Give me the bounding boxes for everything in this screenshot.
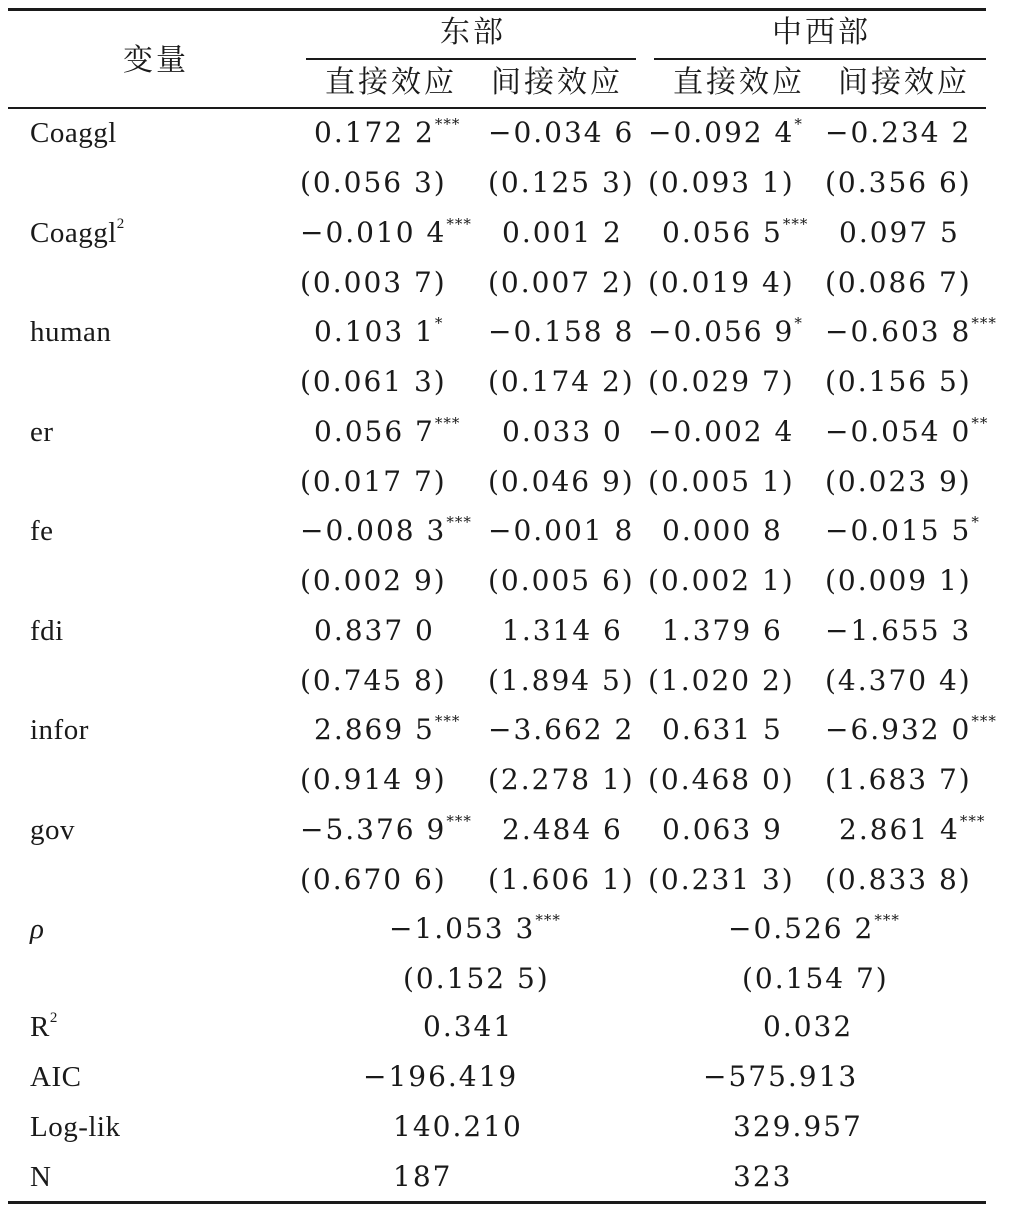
coefficient-value: 0.033 0 <box>502 414 623 448</box>
variable-label: R <box>30 1011 50 1043</box>
std-error-cell: (0.174 2) <box>488 365 635 398</box>
label-superscript: 2 <box>49 1010 58 1026</box>
coefficient-value: 2.861 4 <box>839 812 960 846</box>
significance-stars: ** <box>971 413 989 432</box>
std-error-cell: (0.002 9) <box>300 564 447 597</box>
coefficient-cell <box>648 315 803 349</box>
rho-std-error-cell: (0.152 5) <box>403 962 550 995</box>
std-error-cell: (0.005 6) <box>488 564 635 597</box>
significance-stars: * <box>794 115 803 133</box>
significance-stars: *** <box>446 811 472 830</box>
coefficient-cell <box>662 514 783 548</box>
coefficient-cell <box>825 116 971 150</box>
stat-value: 187 <box>393 1160 453 1193</box>
coefficient-cell <box>502 216 623 250</box>
coefficient-cell <box>648 116 803 150</box>
std-error-cell: (0.468 0) <box>648 763 795 796</box>
variable-label: human <box>30 316 112 348</box>
std-error-cell: (0.029 7) <box>648 365 795 398</box>
std-error-cell: (0.017 7) <box>300 464 447 498</box>
coefficient-cell <box>314 614 435 648</box>
stat-value: 0.341 <box>423 1010 514 1043</box>
significance-stars: *** <box>782 214 809 233</box>
significance-stars: *** <box>535 911 561 929</box>
coefficient-cell <box>662 216 808 250</box>
coefficient-value: 0.056 7 <box>314 414 435 448</box>
stat-value: 323 <box>733 1160 793 1193</box>
rho-std-error-cell: (0.154 7) <box>742 962 889 995</box>
coefficient-value: 1.314 6 <box>502 613 623 647</box>
std-error-cell: (0.156 5) <box>825 365 972 398</box>
coefficient-value: 0.001 2 <box>502 215 623 249</box>
coefficient-value: 2.869 5 <box>314 713 435 746</box>
coefficient-value: 1.379 6 <box>662 613 783 647</box>
coefficient-cell <box>314 315 443 349</box>
coefficient-cell <box>300 216 472 250</box>
significance-stars: *** <box>434 115 461 133</box>
subheader-indirect-central-west: 间接效应 <box>838 65 970 100</box>
coefficient-value: −0.015 5 <box>825 514 972 547</box>
variable-label: fe <box>30 515 54 547</box>
subheader-direct-central-west: 直接效应 <box>673 65 805 100</box>
variable-label: fdi <box>30 614 64 647</box>
coefficient-value: −0.054 0 <box>825 414 972 448</box>
row-label <box>30 216 125 250</box>
coefficient-value: −0.234 2 <box>825 116 972 149</box>
header-rule <box>8 107 986 109</box>
label-superscript: 2 <box>116 215 125 232</box>
row-label <box>30 514 54 548</box>
std-error-cell: (0.003 7) <box>300 265 447 299</box>
coefficient-cell <box>662 813 783 847</box>
stat-value: 329.957 <box>733 1110 863 1143</box>
std-error-cell: (1.683 7) <box>825 763 972 796</box>
variable-label: N <box>30 1161 52 1193</box>
std-error-cell: (0.914 9) <box>300 763 447 796</box>
coefficient-value: 0.103 1 <box>314 315 435 348</box>
coefficient-value: −0.158 8 <box>488 315 635 348</box>
coefficient-cell <box>825 713 997 747</box>
variable-label: AIC <box>30 1061 82 1093</box>
row-label <box>30 614 64 648</box>
coefficient-value: −1.053 3 <box>389 912 536 945</box>
coefficient-value: −0.056 9 <box>648 315 795 348</box>
std-error-cell: (0.125 3) <box>488 166 635 199</box>
coefficient-value: 0.056 5 <box>662 215 783 249</box>
coefficient-value: 0.000 8 <box>662 514 783 547</box>
coefficient-cell <box>502 813 623 847</box>
significance-stars: *** <box>971 314 997 332</box>
subheader-indirect-east: 间接效应 <box>491 65 623 100</box>
stat-value: −575.913 <box>703 1060 859 1093</box>
coefficient-cell <box>825 614 971 648</box>
row-label <box>30 415 54 449</box>
coefficient-value: 0.063 9 <box>662 812 783 846</box>
std-error-cell: (0.231 3) <box>648 862 795 896</box>
stat-label <box>30 1110 121 1144</box>
coefficient-cell <box>839 813 985 847</box>
std-error-cell: (0.356 6) <box>825 166 972 199</box>
significance-stars: *** <box>434 413 461 432</box>
std-error-cell: (0.007 2) <box>488 265 635 299</box>
std-error-cell: (0.670 6) <box>300 862 447 896</box>
stat-label <box>30 1060 81 1094</box>
row-label <box>30 116 117 150</box>
coefficient-value: −0.010 4 <box>300 215 447 249</box>
subheader-direct-east: 直接效应 <box>325 65 457 100</box>
coefficient-cell <box>648 415 794 449</box>
rho-label: ρ <box>30 913 45 945</box>
coefficient-value: −0.526 2 <box>728 912 875 945</box>
bottom-rule <box>8 1201 986 1204</box>
coefficient-value: −6.932 0 <box>825 713 972 746</box>
coefficient-value: 2.484 6 <box>502 812 623 846</box>
variable-label: Log-lik <box>30 1111 121 1143</box>
stat-value: 0.032 <box>763 1010 854 1043</box>
significance-stars: * <box>434 314 444 332</box>
group-rule-east <box>306 58 636 60</box>
std-error-cell: (0.002 1) <box>648 564 795 597</box>
std-error-cell: (0.061 3) <box>300 365 447 398</box>
coefficient-value: 0.097 5 <box>839 215 960 249</box>
coefficient-cell <box>502 614 623 648</box>
group-header-east: 东部 <box>440 15 506 50</box>
coefficient-value: −3.662 2 <box>488 713 635 746</box>
coefficient-cell <box>488 514 634 548</box>
std-error-cell: (0.005 1) <box>648 464 795 498</box>
coefficient-cell <box>314 713 460 747</box>
std-error-cell: (0.056 3) <box>300 166 447 199</box>
coefficient-value: −1.655 3 <box>825 613 972 647</box>
coefficient-cell <box>825 315 997 349</box>
significance-stars: *** <box>434 712 461 730</box>
coefficient-cell <box>314 415 460 449</box>
coefficient-value: 0.631 5 <box>662 713 783 746</box>
std-error-cell: (0.833 8) <box>825 862 972 896</box>
stat-label <box>30 1010 58 1044</box>
std-error-cell: (4.370 4) <box>825 663 972 697</box>
coefficient-cell <box>300 813 472 847</box>
coefficient-cell <box>488 713 634 747</box>
row-label <box>30 713 89 747</box>
std-error-cell: (1.606 1) <box>488 862 635 896</box>
row-label <box>30 813 75 847</box>
variable-label: infor <box>30 714 89 746</box>
coefficient-value: −0.092 4 <box>648 116 795 149</box>
coefficient-value: 0.172 2 <box>314 116 435 149</box>
stat-label <box>30 1160 51 1194</box>
std-error-cell: (1.020 2) <box>648 663 795 697</box>
coefficient-cell <box>488 116 634 150</box>
std-error-cell: (0.093 1) <box>648 166 795 199</box>
coefficient-cell <box>300 514 472 548</box>
group-header-central-west: 中西部 <box>772 15 871 50</box>
std-error-cell: (0.086 7) <box>825 265 972 299</box>
significance-stars: *** <box>446 214 472 233</box>
coefficient-value: −0.603 8 <box>825 315 972 348</box>
coefficient-cell <box>839 216 960 250</box>
coefficient-value: −0.002 4 <box>648 414 795 448</box>
coefficient-cell <box>825 514 980 548</box>
coefficient-value: 0.837 0 <box>314 613 435 647</box>
coefficient-cell <box>314 116 460 150</box>
variable-label: gov <box>30 813 75 846</box>
variable-label: er <box>30 415 54 448</box>
row-label <box>30 315 111 349</box>
coefficient-cell <box>502 415 623 449</box>
coefficient-cell <box>825 415 988 449</box>
stat-value: 140.210 <box>393 1110 523 1143</box>
rho-coefficient-cell <box>728 912 900 946</box>
std-error-cell: (0.023 9) <box>825 464 972 498</box>
significance-stars: *** <box>959 811 986 830</box>
top-rule <box>8 8 986 11</box>
coefficient-value: −0.001 8 <box>488 514 635 547</box>
significance-stars: * <box>794 314 803 332</box>
variable-label: Coaggl <box>30 216 117 249</box>
stat-value: −196.419 <box>363 1060 519 1093</box>
significance-stars: *** <box>874 911 900 929</box>
coefficient-cell <box>662 713 783 747</box>
significance-stars: *** <box>971 712 997 730</box>
std-error-cell: (0.046 9) <box>488 464 635 498</box>
variable-header: 变量 <box>123 43 189 78</box>
significance-stars: * <box>971 513 980 531</box>
std-error-cell: (0.009 1) <box>825 564 972 597</box>
std-error-cell: (2.278 1) <box>488 763 635 796</box>
group-rule-central-west <box>654 58 986 60</box>
significance-stars: *** <box>446 513 472 531</box>
coefficient-value: −0.008 3 <box>300 514 447 547</box>
std-error-cell: (0.745 8) <box>300 663 447 697</box>
coefficient-cell <box>488 315 634 349</box>
rho-coefficient-cell <box>389 912 561 946</box>
coefficient-cell <box>662 614 783 648</box>
std-error-cell: (1.894 5) <box>488 663 635 697</box>
variable-label: Coaggl <box>30 117 117 149</box>
coefficient-value: −5.376 9 <box>300 812 447 846</box>
coefficient-value: −0.034 6 <box>488 116 635 149</box>
std-error-cell: (0.019 4) <box>648 265 795 299</box>
